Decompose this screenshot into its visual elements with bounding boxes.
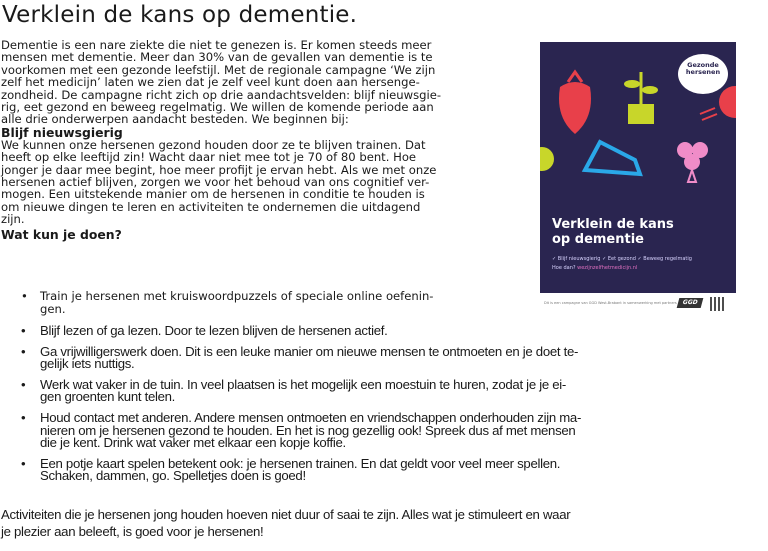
list-item — [0, 376, 581, 405]
poster-url: wezijnzelfhetmedicijn.nl — [577, 265, 638, 271]
ggd-logo: GGD — [677, 298, 704, 308]
text-line: Schaken, dammen, go. Spelletjes doen is goed! — [40, 468, 306, 484]
list-item — [0, 455, 581, 484]
closing-paragraph — [1, 506, 570, 540]
strawberry-icon — [559, 72, 591, 134]
broccoli-icon — [540, 147, 554, 171]
text-line: die je kent. Drink wat vaker met elkaar een kopje koffie. — [40, 435, 346, 451]
poster-tag-line: ✓ Blijf nieuwsgierig ✓ Eet gezond ✓ Beweeg regelmatig — [552, 256, 692, 262]
text-line: Dementie is een nare ziekte die niet te genezen is. Er komen steeds meer — [1, 38, 432, 52]
list-item — [0, 325, 581, 338]
section-heading-blijf-nieuwsgierig: Blijf nieuwsgierig — [1, 124, 123, 140]
section-heading-wat-kun-je-doen: Wat kun je doen? — [1, 226, 122, 242]
text-line: nieren om je hersenen gezond te houden. En het is nog gezellig ook! Spreek dus af met mensen — [40, 422, 576, 438]
text-line: Werk wat vaker in de tuin. In veel plaatsen is het mogelijk een moestuin te huren, zodat je je ei- — [40, 376, 566, 392]
plant-icon — [624, 72, 658, 124]
poster-title-line: op dementie — [552, 232, 644, 247]
bullet-icon: • — [21, 376, 26, 392]
qr-code-icon — [710, 297, 724, 311]
bullet-icon: • — [21, 289, 28, 303]
gezonde-hersenen-badge: Gezonde hersenen — [678, 54, 728, 94]
shoe-icon — [585, 142, 640, 174]
text-line: je plezier aan beleeft, is goed voor je hersenen! — [1, 524, 264, 539]
poster-footer-text: Dit is een campagne van GGD West-Brabant in samenwerking met partners — [544, 301, 677, 305]
text-line: zondheid. De campagne richt zich op drie aandachtsvelden: blijf nieuwsgie- — [1, 87, 442, 102]
text-line: Blijf lezen of ga lezen. Door te lezen blijven de hersenen actief. — [40, 323, 388, 338]
campaign-poster — [540, 42, 736, 293]
list-item — [0, 343, 581, 372]
page-title: Verklein de kans op dementie. — [2, 2, 358, 28]
text-line: jonger je daar mee begint, hoe meer profijt je ervan hebt. Als we met onze — [1, 162, 437, 177]
tips-list-continued — [0, 325, 581, 491]
poster-tags — [552, 255, 692, 273]
bullet-icon: • — [21, 323, 26, 338]
text-line: Ga vrijwilligerswerk doen. Dit is een leuke manier om nieuwe mensen te ontmoeten en je doet te- — [40, 343, 579, 359]
text-line: rig, eet gezond en beweeg regelmatig. We willen de komende periode aan — [1, 100, 434, 115]
text-line: alle drie onderwerpen aandacht besteden. We beginnen bij: — [1, 112, 349, 127]
tips-list — [0, 290, 434, 323]
text-line: zijn. — [1, 212, 25, 227]
bullet-icon: • — [21, 455, 26, 471]
text-line: hersenen actief blijven, zorgen we voor het behoud van ons cognitief ver- — [1, 175, 430, 190]
intro-paragraph — [1, 39, 441, 241]
text-line: om nieuwe dingen te leren en activiteiten te ondernemen die uitdagend — [1, 199, 421, 214]
list-item — [0, 409, 582, 451]
poster-cta — [552, 264, 692, 273]
poster-cta-label: Hoe dan? — [552, 265, 578, 271]
text-line: Activiteiten die je hersenen jong houden hoeven niet duur of saai te zijn. Alles wat je stimuleert en waar — [1, 507, 571, 522]
text-line: mensen met dementie. Meer dan 30% van de gevallen van dementie is te — [1, 50, 433, 65]
text-line: zelf het medicijn’ laten we zien dat je zelf veel kunt doen aan hersenge- — [1, 75, 420, 90]
text-line: Houd contact met anderen. Andere mensen ontmoeten en vriendschappen onderhouden zijn ma- — [40, 409, 582, 425]
text-line: Een potje kaart spelen betekent ook: je hersenen trainen. En dat geldt voor veel meer spellen. — [40, 455, 561, 471]
bullet-icon: • — [21, 409, 26, 425]
bullet-icon: • — [21, 343, 26, 359]
clover-icon — [677, 142, 708, 182]
poster-footer — [540, 296, 736, 316]
text-line: Train je hersenen met kruiswoordpuzzels of speciale online oefenin- — [40, 289, 434, 303]
text-line: We kunnen onze hersenen gezond houden door ze te blijven trainen. Dat — [1, 137, 426, 152]
text-line: heeft op elke leeftijd zin! Wacht daar niet mee tot je 70 of 80 bent. Hoe — [1, 150, 417, 165]
text-line: gelijk iets nuttigs. — [40, 356, 135, 372]
list-item — [0, 290, 434, 315]
text-line: gen. — [40, 301, 66, 316]
poster-title-line: Verklein de kans — [552, 217, 674, 232]
poster-title — [552, 217, 674, 247]
text-line: mogen. Een uitstekende manier om de hersenen in conditie te houden is — [1, 187, 425, 202]
text-line: gen groenten kunt telen. — [40, 389, 176, 405]
text-line: voorkomen met een gezonde leefstijl. Met de regionale campagne ‘We zijn — [1, 62, 436, 77]
